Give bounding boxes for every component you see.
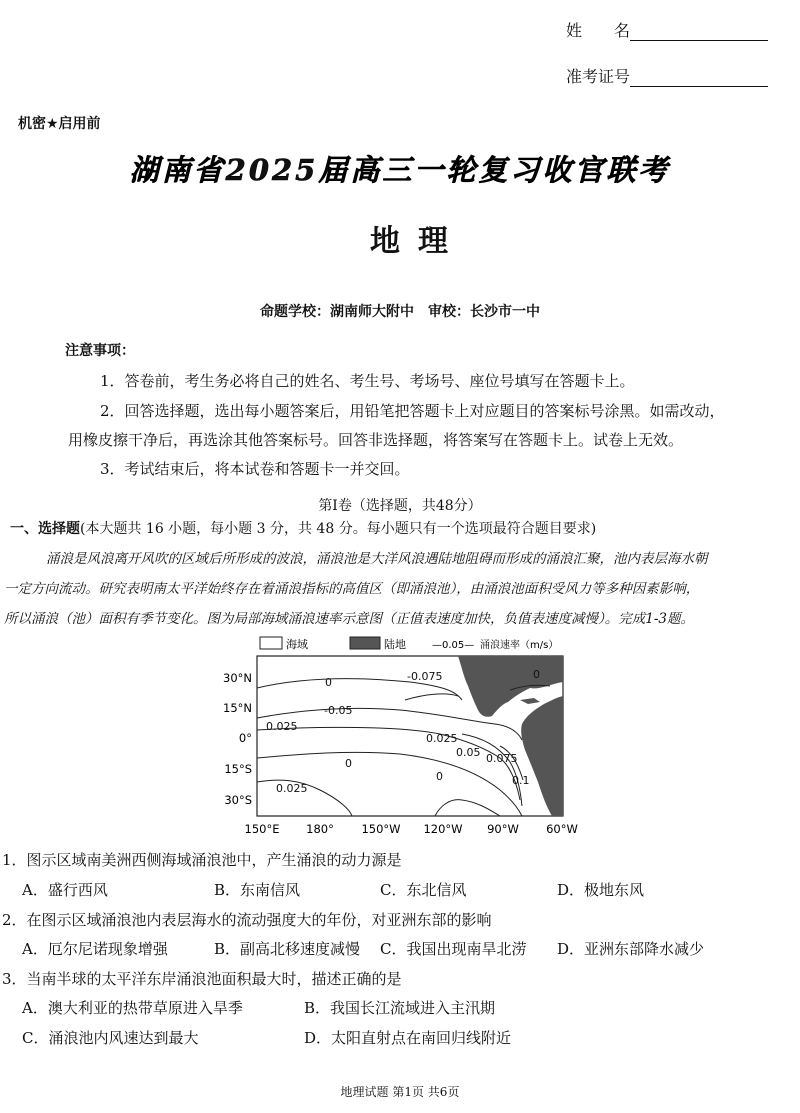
contour-label-0025-east: 0.025 [426,732,458,745]
contour-label-01: 0.1 [512,774,530,787]
name-label: 姓 名 [566,21,631,40]
contour-label-0-mid: 0 [345,757,352,770]
question-2-stem: 2．在图示区域涌浪池内表层海水的流动强度大的年份，对亚洲东部的影响 [2,911,492,929]
exam-id-label: 准考证号 [566,67,631,86]
q3-option-a[interactable]: A．澳大利亚的热带草原进入旱季 [22,999,243,1017]
subject-title: 地理 [370,224,466,259]
swell-rate-map [200,630,600,840]
lon-label-120w: 120°W [423,822,463,836]
contour-label-0-south: 0 [436,770,443,783]
q3-option-b[interactable]: B．我国长江流域进入主汛期 [304,999,496,1017]
legend-land-swatch [350,637,380,649]
passage-line-1: 涌浪是风浪离开风吹的区域后所形成的波浪，涌浪池是大洋风浪遇陆地阻碍而形成的涌浪汇聚，池内表层海水朝 [46,551,708,567]
q1-option-d[interactable]: D．极地东风 [557,881,645,899]
lat-label-30n: 30°N [223,671,252,685]
question-3-stem: 3．当南半球的太平洋东岸涌浪池面积最大时，描述正确的是 [2,970,402,988]
q1-option-c[interactable]: C．东北信风 [380,881,467,899]
lon-label-60w: 60°W [546,822,578,836]
lon-label-90w: 90°W [487,822,519,836]
q2-option-b[interactable]: B．副高北移速度减慢 [214,940,361,958]
contour-label-0025-south: 0.025 [276,782,308,795]
contour-label-005: 0.05 [456,746,481,759]
lat-label-15s: 15°S [224,762,252,776]
legend-sea-swatch [260,637,282,649]
volume-title: 第Ⅰ卷（选择题，共48分） [318,498,482,514]
contour-label-0-north: 0 [325,676,332,689]
q2-option-a[interactable]: A．厄尔尼诺现象增强 [22,940,168,958]
lat-label-15n: 15°N [223,701,252,715]
notes-heading: 注意事项： [65,343,135,359]
legend-sea: 海域 [286,638,308,651]
contour-label-0025-west: 0.025 [266,720,298,733]
legend-rate: 涌浪速率（m/s） [480,640,559,651]
contour-label-neg0075: -0.075 [407,670,443,683]
name-blank[interactable] [630,22,768,41]
note-item-2-cont: 用橡皮擦干净后，再选涂其他答案标号。回答非选择题，将答案写在答题卡上。试卷上无效。 [68,431,684,449]
legend-land: 陆地 [384,638,406,651]
name-field [566,18,768,41]
lon-label-150w: 150°W [361,822,401,836]
part-desc: (本大题共 16 小题，每小题 3 分，共 48 分。每小题只有一个选项最符合题目要求) [80,521,597,537]
exam-id-blank[interactable] [630,68,768,87]
q1-option-a[interactable]: A．盛行西风 [22,881,108,899]
lon-label-180: 180° [306,822,334,836]
part-title: 一、选择题 [10,521,80,537]
note-item-2: 2．回答选择题，选出每小题答案后，用铅笔把答题卡上对应题目的答案标号涂黑。如需改动， [100,402,725,420]
lon-label-150e: 150°E [244,822,280,836]
lat-label-30s: 30°S [224,793,252,807]
contour-label-0-ne: 0 [533,668,540,681]
schools-line: 命题学校：湖南师大附中 审校：长沙市一中 [260,304,540,320]
note-item-1: 1．答卷前，考生务必将自己的姓名、考生号、考场号、座位号填写在答题卡上。 [100,372,635,390]
page-footer: 地理试题 第1页 共6页 [340,1085,460,1099]
note-item-3: 3．考试结束后，将本试卷和答题卡一并交回。 [100,460,410,478]
q1-option-b[interactable]: B．东南信风 [214,881,301,899]
question-1-stem: 1．图示区域南美洲西侧海域涌浪池中，产生涌浪的动力源是 [2,851,402,869]
passage-line-2: 一定方向流动。研究表明南太平洋始终存在着涌浪指标的高值区（即涌浪池），由涌浪池面积受风力等多种因素影响， [4,581,700,597]
exam-title: 湖南省2025届高三一轮复习收官联考 [129,153,671,187]
secret-label: 机密★启用前 [18,116,101,132]
q3-option-c[interactable]: C．涌浪池内风速达到最大 [22,1029,199,1047]
q3-option-d[interactable]: D．太阳直射点在南回归线附近 [304,1029,512,1047]
exam-id-field [566,64,768,87]
passage-line-3: 所以涌浪（池）面积有季节变化。图为局部海域涌浪速率示意图（正值表速度加快，负值表速度减慢）。完成1-3题。 [4,611,694,627]
legend-sample: —0.05— [432,640,475,651]
q2-option-c[interactable]: C．我国出现南旱北涝 [380,940,527,958]
contour-label-neg005: -0.05 [324,704,353,717]
lat-label-eq: 0° [238,731,252,745]
q2-option-d[interactable]: D．亚洲东部降水减少 [557,940,705,958]
part-heading [10,518,596,538]
contour-label-0075: 0.075 [486,752,518,765]
